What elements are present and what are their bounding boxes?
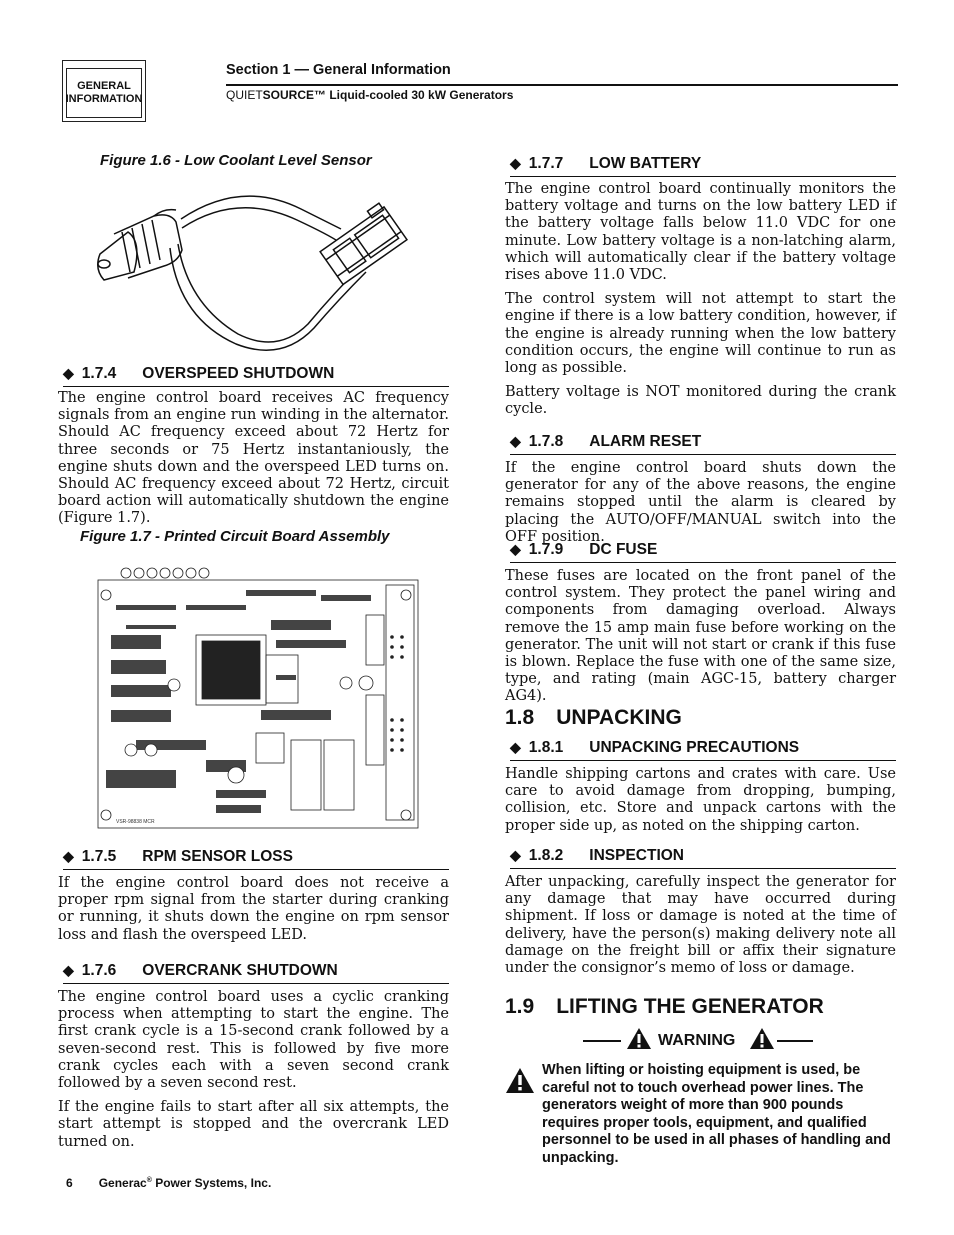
paragraph: Handle shipping cartons and crates with care. Use care to avoid damage from dropping, bumping, collision, etc. Store and unpack cartons with the proper side up, as noted on the shipping carton. [505,766,896,834]
pcb-assembly-illustration [96,565,421,830]
diamond-bullet-icon: ◆ [510,433,521,449]
heading-alarm-reset: ◆ 1.7.8 ALARM RESET [510,433,896,455]
diamond-bullet-icon: ◆ [63,848,74,864]
paragraph: The engine control board receives AC frequency signals from an engine run winding in the alternator. Should AC frequency exceed about 72 Hertz for three seconds or 75 Hertz instantaniously, the engine shuts down and the overspeed LED turns on. Should AC frequency exceed about 72 Hertz, circuit board action will automatically shutdown the engine (Figure 1.7). [58,390,449,527]
rpm-sensor-text [58,875,449,951]
heading-overspeed-shutdown: ◆ 1.7.4 OVERSPEED SHUTDOWN [63,365,449,387]
heading-overcrank-shutdown: ◆ 1.7.6 OVERCRANK SHUTDOWN [63,962,449,984]
paragraph: If the engine control board does not receive a proper rpm signal from the starter during cranking or running, it shuts down the engine on rpm sensor loss and flash the overspeed LED. [58,875,449,943]
warning-triangle-icon [749,1027,775,1050]
registered-mark: ® [146,1177,152,1184]
paragraph: The engine control board continually monitors the battery voltage and turns on the low battery LED if the battery voltage falls below 11.0 VDC for one minute. Low battery voltage is a non-latching alarm, which will automatically clear if the battery voltage rises above 11.0 VDC. [505,181,896,284]
pcb-marking: VSR-98838 MCR [116,819,155,825]
section-badge [62,60,146,122]
paragraph: These fuses are located on the front panel of the control system. They protect the panel wiring and components from damaging overload. Always remove the 15 amp main fuse before working on the generator. The unit will not start or crank if this fuse is blown. Replace the fuse with one of the same size, type, and rating (main AGC-15, battery charger AG4). [505,568,896,705]
inspection-text [505,874,896,984]
heading-lifting-generator: 1.9 LIFTING THE GENERATOR [505,995,824,1018]
subtitle-prefix: QUIET [226,88,263,102]
paragraph: If the engine fails to start after all six attempts, the start attempt is stopped and the overcrank LED turned on. [58,1099,449,1150]
page-footer [66,1176,271,1190]
section-badge-inner [66,68,142,118]
diamond-bullet-icon: ◆ [510,847,521,863]
unpacking-precautions-text [505,766,896,842]
header-rule [226,84,898,86]
company-name: Generac [98,1176,147,1190]
figure-1-6-caption: Figure 1.6 - Low Coolant Level Sensor [100,152,372,169]
warning-label: WARNING [658,1032,736,1049]
overspeed-text [58,390,449,535]
warning-rule-left [583,1040,621,1042]
paragraph: The engine control board uses a cyclic cranking process when attempting to start the engine. The first crank cycle is a 15-second crank followed by a seven-second rest. This is followed by five more crank cycles each with a seven second crank followed by a seven second rest. [58,989,449,1092]
warning-rule-right [777,1040,813,1042]
heading-dc-fuse: ◆ 1.7.9 DC FUSE [510,541,896,563]
low-battery-text [505,181,896,426]
figure-1-7-caption: Figure 1.7 - Printed Circuit Board Assembly [80,528,390,545]
paragraph: After unpacking, carefully inspect the generator for any damage that may have occurred during shipment. If loss or damage is noted at the time of delivery, have the person(s) making delivery note all damage on the freight bill or affix their signature under the consignor’s memo of loss or damage. [505,874,896,977]
heading-unpacking: 1.8 UNPACKING [505,706,682,729]
warning-text: When lifting or hoisting equipment is used, be careful not to touch overhead power lines. The generators weight of more than 900 pounds requires proper tools, equipment, and qualified personnel to be used in all phases of handling and unpacking. [542,1062,891,1166]
subtitle-rest: ™ Liquid-cooled 30 kW Generators [314,88,514,102]
overcrank-text [58,989,449,1158]
heading-inspection: ◆ 1.8.2 INSPECTION [510,847,896,869]
subtitle-brand: SOURCE [262,88,315,102]
diamond-bullet-icon: ◆ [510,739,521,755]
diamond-bullet-icon: ◆ [510,541,521,557]
heading-low-battery: ◆ 1.7.7 LOW BATTERY [510,155,896,177]
section-title: Section 1 — General Information [226,62,451,78]
badge-line1: GENERAL [77,80,131,92]
diamond-bullet-icon: ◆ [510,155,521,171]
heading-rpm-sensor-loss: ◆ 1.7.5 RPM SENSOR LOSS [63,848,449,870]
coolant-sensor-illustration [86,184,426,354]
warning-triangle-icon [505,1067,535,1094]
badge-line2: INFORMATION [65,93,143,105]
page-number: 6 [66,1176,73,1190]
paragraph: If the engine control board shuts down the generator for any of the above reasons, the engine remains stopped until the alarm is cleared by placing the AUTO/OFF/MANUAL switch into the OFF position. [505,460,896,545]
paragraph: Battery voltage is NOT monitored during the crank cycle. [505,384,896,418]
section-subtitle [226,88,513,102]
heading-unpacking-precautions: ◆ 1.8.1 UNPACKING PRECAUTIONS [510,739,896,761]
warning-triangle-icon [626,1027,652,1050]
company-name-rest: Power Systems, Inc. [151,1176,272,1190]
diamond-bullet-icon: ◆ [63,365,74,381]
diamond-bullet-icon: ◆ [63,962,74,978]
paragraph: The control system will not attempt to start the engine if there is a low battery condition, however, if the engine is already running when the low battery condition occurs, the engine will continue to run as long as possible. [505,291,896,377]
alarm-reset-text [505,460,896,553]
dc-fuse-text [505,568,896,713]
